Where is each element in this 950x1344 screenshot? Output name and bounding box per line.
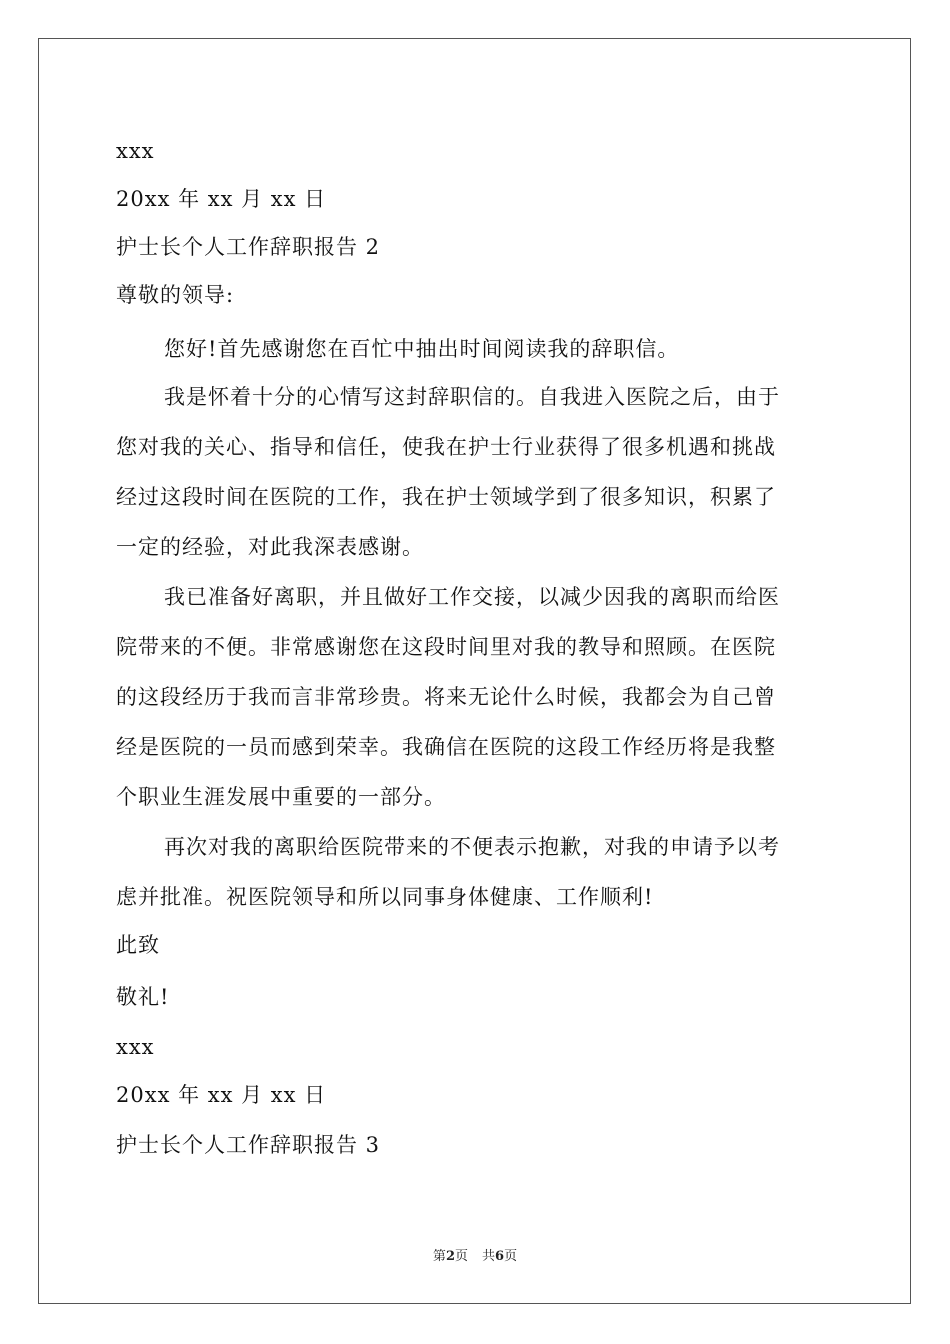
signature-name-2: xxx <box>116 1035 155 1059</box>
paragraph-4-line-2: 虑并批准。祝医院领导和所以同事身体健康、工作顺利! <box>116 885 654 909</box>
paragraph-3-line-4: 经是医院的一员而感到荣幸。我确信在医院的这段工作经历将是我整 <box>116 735 776 759</box>
signature-date-2: 20xx 年 xx 月 xx 日 <box>116 1083 327 1107</box>
paragraph-2-line-4: 一定的经验，对此我深表感谢。 <box>116 535 424 559</box>
section-title-3: 护士长个人工作辞职报告 3 <box>116 1133 381 1157</box>
signature-name: xxx <box>116 139 155 163</box>
paragraph-2-line-1: 我是怀着十分的心情写这封辞职信的。自我进入医院之后，由于 <box>164 385 780 409</box>
paragraph-2-line-2: 您对我的关心、指导和信任，使我在护士行业获得了很多机遇和挑战 <box>116 435 776 459</box>
page-footer <box>0 1248 950 1266</box>
section-title-2: 护士长个人工作辞职报告 2 <box>116 235 381 259</box>
paragraph-3-line-1: 我已准备好离职，并且做好工作交接，以减少因我的离职而给医 <box>164 585 780 609</box>
signature-date: 20xx 年 xx 月 xx 日 <box>116 187 327 211</box>
total-prefix: 共 <box>482 1249 496 1264</box>
paragraph-3-line-3: 的这段经历于我而言非常珍贵。将来无论什么时候，我都会为自己曾 <box>116 685 776 709</box>
paragraph-4-line-1: 再次对我的离职给医院带来的不便表示抱歉，对我的申请予以考 <box>164 835 780 859</box>
page-suffix: 页 <box>454 1249 468 1264</box>
total-suffix: 页 <box>504 1249 518 1264</box>
paragraph-1-line-1: 您好!首先感谢您在百忙中抽出时间阅读我的辞职信。 <box>164 337 680 361</box>
page-border <box>38 38 911 1304</box>
paragraph-3-line-2: 院带来的不便。非常感谢您在这段时间里对我的教导和照顾。在医院 <box>116 635 776 659</box>
total-pages: 6 <box>495 1249 505 1264</box>
page-number: 2 <box>445 1249 455 1264</box>
closing-jing-li: 敬礼! <box>116 985 170 1009</box>
closing-ci-zhi: 此致 <box>116 933 160 957</box>
paragraph-2-line-3: 经过这段时间在医院的工作，我在护士领域学到了很多知识，积累了 <box>116 485 776 509</box>
paragraph-3-line-5: 个职业生涯发展中重要的一部分。 <box>116 785 446 809</box>
salutation: 尊敬的领导: <box>116 283 235 307</box>
page-prefix: 第 <box>432 1249 446 1264</box>
